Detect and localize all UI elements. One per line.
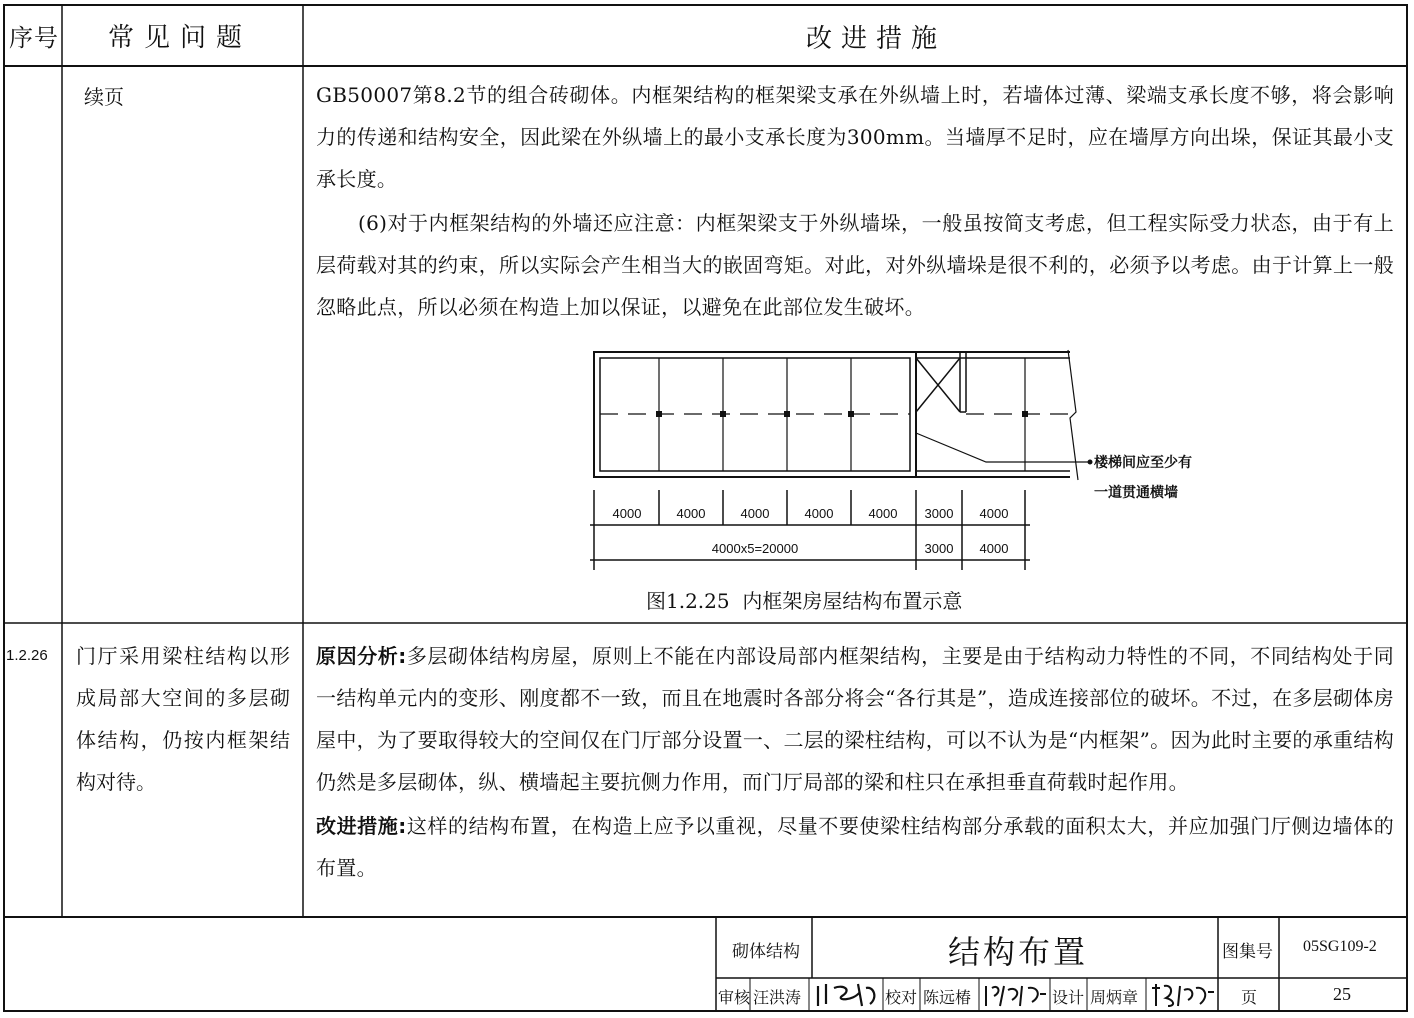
analysis-label: 原因分析: xyxy=(316,644,407,668)
header-col-problem: 常见问题 xyxy=(108,23,253,53)
titleblock-page-no: 25 xyxy=(1333,984,1351,1004)
dim-top-7: 4000 xyxy=(979,506,1009,521)
analysis-text: 多层砌体结构房屋，原则上不能在内部设局部内框架结构，主要是由于结构动力特性的不同，不同结构处于同一结构单元内的变形、刚度都不一致，而且在地震时各部分将会“各行其是”，造成连接部位的破坏。不过，在多层砌体房屋中，为了要取得较大的空间仅在门厅部分设置一、二层的梁柱结构，可以不认为是“内框架”。因为此时主要的承重结构仍然是多层砌体，纵、横墙起主要抗侧力作用，而门厅局部的梁和柱只在承担垂直荷载时起作用。 xyxy=(316,644,1395,794)
reviewer-signature xyxy=(812,980,882,1010)
dim-top-3: 4000 xyxy=(740,506,770,521)
measure-label: 改进措施: xyxy=(316,814,407,838)
callout-line-1: 楼梯间应至少有 xyxy=(1094,454,1192,470)
dim-top-6: 3000 xyxy=(924,506,954,521)
figure-caption: 图1.2.25 内框架房屋结构布置示意 xyxy=(646,589,963,613)
measure-text: 这样的结构布置，在构造上应予以重视，尽量不要使梁柱结构部分承载的面积太大，并应加强门厅侧边墙体的布置。 xyxy=(316,814,1395,880)
row2-problem: 门厅采用梁柱结构以形成局部大空间的多层砌体结构，仍按内框架结构对待。 xyxy=(76,644,290,794)
dim-top-1: 4000 xyxy=(612,506,642,521)
dim-bottom-3: 4000 xyxy=(979,541,1009,556)
checker-signature xyxy=(982,980,1050,1010)
designer-signature xyxy=(1148,980,1218,1010)
titleblock-atlas-no: 05SG109-2 xyxy=(1303,938,1377,955)
dim-top-4: 4000 xyxy=(804,506,834,521)
titleblock-designer: 周炳章 xyxy=(1090,988,1139,1007)
titleblock-design-label: 设计 xyxy=(1052,988,1085,1007)
dim-bottom-2: 3000 xyxy=(924,541,954,556)
callout-line-2: 一道贯通横墙 xyxy=(1094,484,1178,500)
row2-analysis xyxy=(316,635,1394,803)
row1-problem: 续页 xyxy=(84,85,124,109)
row1-paragraph-1: GB50007第8.2节的组合砖砌体。内框架结构的框架梁支承在外纵墙上时，若墙体过薄、梁端支承长度不够，将会影响力的传递和结构安全，因此梁在外纵墙上的最小支承长度为300mm。当墙厚不足时，应在墙厚方向出垛，保证其最小支承长度。 xyxy=(316,83,1394,191)
header-col-measure: 改进措施 xyxy=(806,24,947,54)
titleblock-reviewer: 汪洪涛 xyxy=(753,988,802,1007)
row2-measure xyxy=(316,805,1394,889)
titleblock-checker: 陈远椿 xyxy=(923,988,972,1007)
row2-number: 1.2.26 xyxy=(6,647,48,664)
titleblock-category: 砌体结构 xyxy=(732,942,800,962)
titleblock-review-label: 审核 xyxy=(718,988,751,1007)
header-col-no: 序号 xyxy=(9,24,59,52)
titleblock-check-label: 校对 xyxy=(885,988,918,1007)
dim-top-5: 4000 xyxy=(868,506,898,521)
dim-top-2: 4000 xyxy=(676,506,706,521)
titleblock-title: 结构布置 xyxy=(948,933,1089,971)
row1-paragraph-2: (6)对于内框架结构的外墙还应注意：内框架梁支于外纵墙垛，一般虽按简支考虑，但工程实际受力状态，由于有上层荷载对其的约束，所以实际会产生相当大的嵌固弯矩。对此，对外纵墙垛是很不利的，必须予以考虑。由于计算上一般忽略此点，所以必须在构造上加以保证，以避免在此部位发生破坏。 xyxy=(316,211,1394,319)
dim-bottom-1: 4000x5=20000 xyxy=(711,541,799,556)
titleblock-page-label: 页 xyxy=(1241,988,1258,1007)
titleblock-atlas-label: 图集号 xyxy=(1222,942,1273,962)
